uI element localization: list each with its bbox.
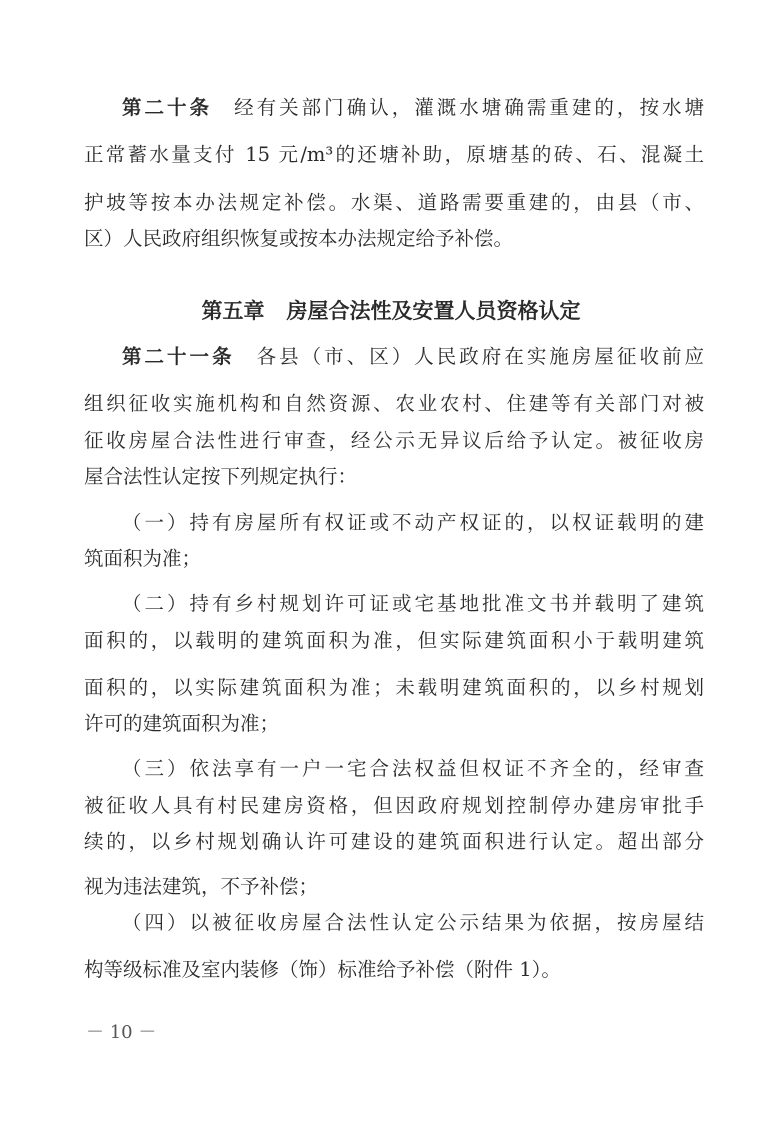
article20-line3: 护坡等按本办法规定补偿。水渠、道路需要重建的，由县（市、	[84, 191, 704, 214]
article20-text1: 经有关部门确认，灌溉水塘确需重建的，按水塘	[234, 96, 704, 119]
item3-line2: 被征收人具有村民建房资格，但因政府规划控制停办建房审批手	[84, 794, 704, 817]
article21-line4: 屋合法性认定按下列规定执行：	[84, 465, 358, 488]
item2-line2: 面积的，以载明的建筑面积为准，但实际建筑面积小于载明建筑	[84, 629, 704, 652]
item2-line3: 面积的，以实际建筑面积为准；未载明建筑面积的，以乡村规划	[84, 676, 704, 699]
chapter-number: 第五章	[201, 299, 265, 323]
item1-line1: （一）持有房屋所有权证或不动产权证的，以权证载明的建	[122, 511, 704, 534]
page-number: － 10 －	[86, 1022, 157, 1043]
article21-line1	[122, 344, 704, 370]
article20-lead: 第二十条	[122, 96, 213, 119]
article21-lead: 第二十一条	[122, 345, 235, 368]
article21-line3: 征收房屋合法性进行审查，经公示无异议后给予认定。被征收房	[84, 429, 704, 452]
chapter-heading	[0, 297, 782, 325]
item4-line2: 构等级标准及室内装修（饰）标准给予补偿（附件 1）。	[84, 958, 561, 981]
article20-line4: 区）人民政府组织恢复或按本办法规定给予补偿。	[84, 227, 514, 250]
item4-line1: （四）以被征收房屋合法性认定公示结果为依据，按房屋结	[122, 911, 704, 934]
item1-line2: 筑面积为准；	[84, 547, 202, 570]
item3-line4: 视为违法建筑，不予补偿；	[84, 875, 319, 898]
item3-line1: （三）依法享有一户一宅合法权益但权证不齐全的，经审查	[122, 757, 704, 780]
article20-line2: 正常蓄水量支付 15 元/m³的还塘补助，原塘基的砖、石、混凝土	[84, 143, 704, 166]
article21-line2: 组织征收实施机构和自然资源、农业农村、住建等有关部门对被	[84, 392, 704, 415]
article21-text1: 各县（市、区）人民政府在实施房屋征收前应	[256, 345, 704, 368]
item2-line1: （二）持有乡村规划许可证或宅基地批准文书并载明了建筑	[122, 592, 704, 615]
chapter-title: 房屋合法性及安置人员资格认定	[286, 299, 581, 323]
article20-line1	[122, 95, 704, 121]
item3-line3: 续的，以乡村规划确认许可建设的建筑面积进行认定。超出部分	[84, 830, 704, 853]
item2-line4: 许可的建筑面积为准；	[84, 712, 280, 735]
